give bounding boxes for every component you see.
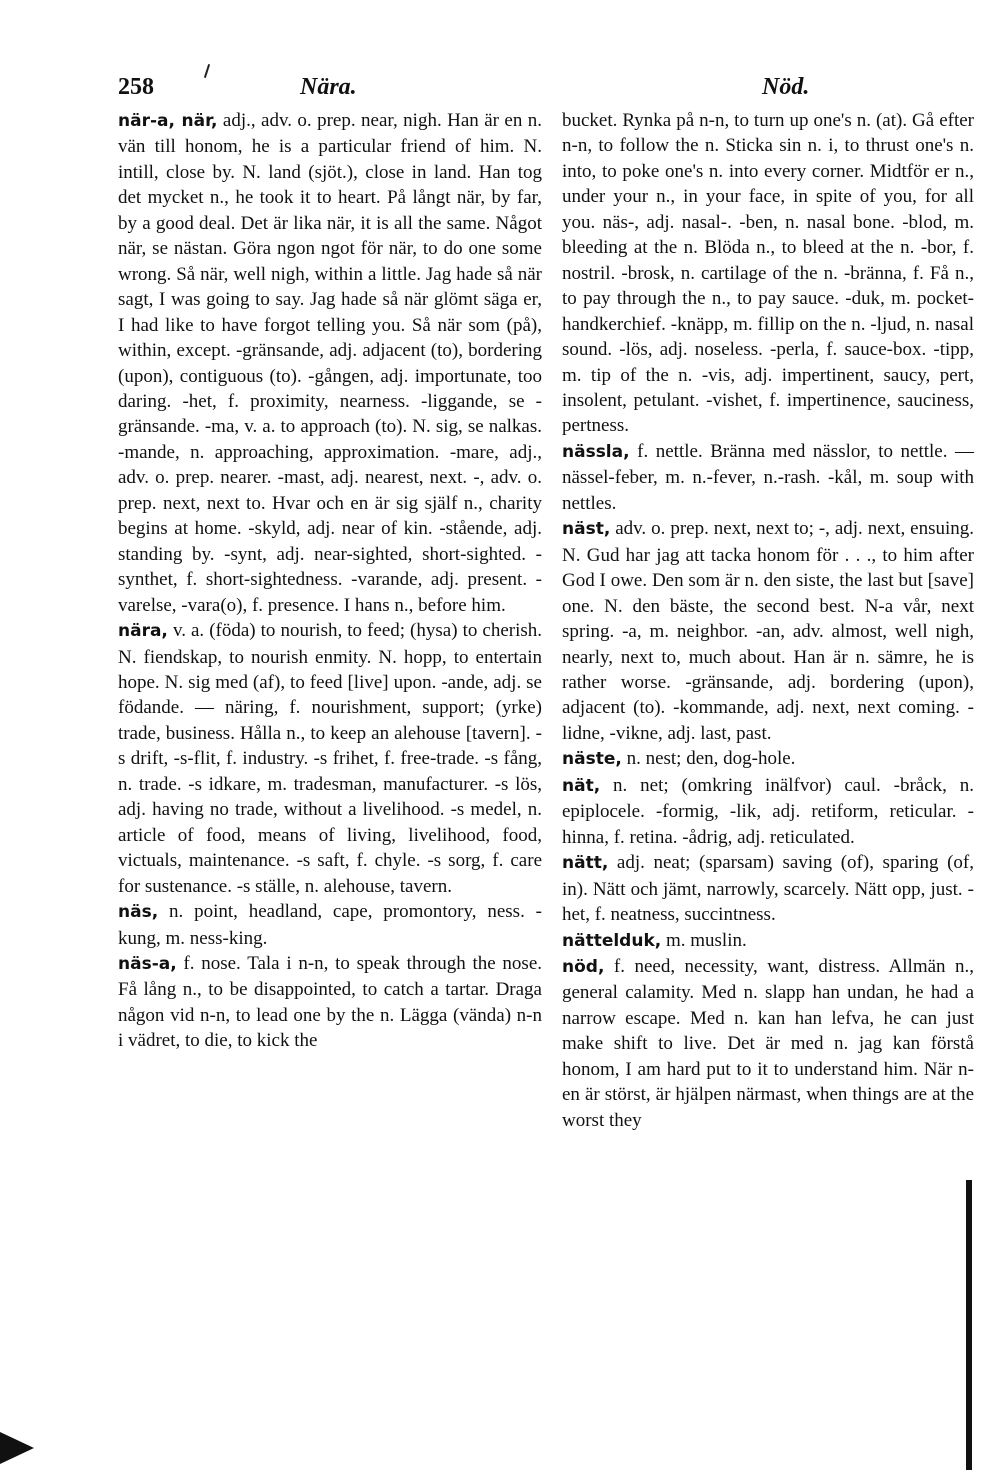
dictionary-entry — [118, 618, 542, 899]
dictionary-entry — [118, 108, 542, 618]
entry-headword: näs, — [118, 902, 159, 923]
entry-headword: näs-a, — [118, 953, 177, 974]
dictionary-entry — [118, 951, 542, 1054]
entry-text: v. a. (föda) to nourish, to feed; (hysa) to cherish. N. fiendskap, to nourish enmity. N. hopp, to entertain hope. N. sig med (af), to feed [live] upon. -ande, adj. se födande. — näring, f. nourishment, support; (yrke) trade, business. Hålla n., to keep an alehouse [tavern]. -s drift, -s-flit, f. industry. -s frihet, f. free-trade. -s fång, n. trade. -s idkare, m. tradesman, manufacturer. -s lös, adj. having no trade, without a livelihood. -s medel, n. article of food, means of living, livelihood, food, victuals, maintenance. -s saft, f. chyle. -s sorg, f. care for sustenance. -s ställe, n. alehouse, tavern. — [118, 620, 543, 897]
entry-headword: nättelduk, — [562, 930, 662, 951]
dictionary-entry-continued — [562, 108, 974, 439]
dictionary-entry — [562, 928, 974, 954]
entry-headword: nässla, — [562, 441, 630, 462]
entry-headword: när-a, när, — [118, 111, 218, 131]
entry-text: adj. neat; (sparsam) saving (of), sparing (of, in). Nätt och jämt, narrowly, scarcely. Nätt opp, just. -het, f. neatness, succintness. — [562, 852, 974, 926]
binding-edge-bar — [966, 1180, 972, 1470]
entry-text: adj., adv. o. prep. near, nigh. Han är en n. vän till honom, he is a particular friend of him. N. intill, close by. N. land (sjöt.), close in land. Han tog det mycket n., he took it to heart. På långt när, by far, by a good deal. Det är lika när, it is all the same. Något när, se nästan. Göra ngon ngot för när, to do one some wrong. Så när, well nigh, within a little. Jag hade så när sagt, I was going to say. Jag hade så när glömt säga er, I had like to have forgot telling you. Så när som (på), within, except. -gränsande, adj. adjacent (to), bordering (upon), contiguous (to). -gången, adj. importunate, too daring. -het, f. proximity, nearness. -liggande, se -gränsande. -ma, v. a. to approach (to). N. sig, se nalkas. -mande, n. approaching, approximation. -mare, adj., adv. o. prep. nearer. -mast, adj. nearest, next. -, adv. o. prep. next, next to. Hvar och en är sig själf n., charity begins at home. -skyld, adj. near of kin. -stående, adj. standing by. -synt, adj. near-sighted, short-sighted. -synthet, f. short-sightedness. -varande, adj. present. -varelse, -vara(o), f. presence. I hans n., before him. — [118, 110, 543, 616]
entry-headword: näste, — [562, 749, 622, 770]
entry-text: n. nest; den, dog-hole. — [626, 748, 796, 770]
entry-headword: nära, — [118, 621, 168, 642]
entry-text: m. muslin. — [665, 929, 747, 951]
page-number: 258 — [118, 74, 154, 100]
dictionary-entry — [562, 773, 974, 850]
right-column — [562, 108, 974, 1133]
dictionary-entry — [562, 850, 974, 927]
dictionary-entry — [562, 439, 974, 516]
running-head-left: Nära. — [300, 74, 357, 100]
entry-text: adv. o. prep. next, next to; -, adj. next, ensuing. N. Gud har jag att tacka honom för . . ., to him after God I owe. Den som är n. den siste, the last but [save] one. N. den bäste, the second best. N-a vår, next spring. -a, m. neighbor. -an, adv. almost, well nigh, nearly, next to, much about. Han är n. sämre, he is rather worse. -gränsande, adj. bordering (upon), adjacent (to). -kommande, adj. next, next coming. -lidne, -vikne, adj. last, past. — [562, 518, 974, 744]
entry-text: f. need, necessity, want, distress. Allmän n., general calamity. Med n. slapp han undan, he had a narrow escape. Med n. kan han lefva, he can just make shift to live. Det är med n. jag kan förstå honom, I am hard put to it to understand him. När n-en är störst, är hjälpen närmast, when things are at the worst they — [562, 955, 975, 1131]
entry-text: n. net; (omkring inälfvor) caul. -bråck, n. epiplocele. -formig, -lik, adj. retiform, reticular. -hinna, f. retina. -ådrig, adj. reticulated. — [562, 774, 975, 848]
pen-tick-mark — [204, 64, 210, 78]
entry-text: f. nettle. Bränna med nässlor, to nettle. — nässel-feber, m. n.-fever, n.-rash. -kål, m. soup with nettles. — [562, 440, 975, 514]
dictionary-entry — [562, 746, 974, 772]
entry-text: n. point, headland, cape, promontory, ness. -kung, m. ness-king. — [118, 901, 542, 949]
dictionary-entry — [118, 899, 542, 951]
corner-arrow-mark — [0, 1432, 34, 1464]
entry-text: bucket. Rynka på n-n, to turn up one's n. (at). Gå efter n-n, to follow the n. Sticka sin n. i, to thrust one's n. into, to poke one's n. into every corner. Midtför er n., under your n., in your face, in spite of you, for all you. näs-, adj. nasal-. -ben, n. nasal bone. -blod, m. bleeding at the n. Blöda n., to bleed at the n. -bor, f. nostril. -brosk, n. cartilage of the n. -bränna, f. Få n., to pay through the n., to pay sauce. -duk, m. pocket-handkerchief. -knäpp, m. fillip on the n. -ljud, n. nasal sound. -lös, adj. noseless. -perla, f. sauce-box. -tipp, m. tip of the n. -vis, adj. impertinent, saucy, pert, insolent, petulant. -vishet, f. impertinence, sauciness, pertness. — [562, 110, 974, 437]
entry-headword: nät, — [562, 775, 601, 796]
left-column — [118, 108, 542, 1054]
entry-text: f. nose. Tala i n-n, to speak through the nose. Få lång n., to be disappointed, to catch a tartar. Draga någon vid n-n, to lead one by the n. Lägga (vända) n-n i vädret, to die, to kick the — [118, 952, 543, 1052]
entry-headword: nätt, — [562, 853, 609, 874]
entry-headword: näst, — [562, 519, 611, 540]
running-head-right: Nöd. — [762, 74, 810, 100]
entry-headword: nöd, — [562, 956, 605, 977]
dictionary-entry — [562, 516, 974, 746]
dictionary-entry — [562, 954, 974, 1133]
